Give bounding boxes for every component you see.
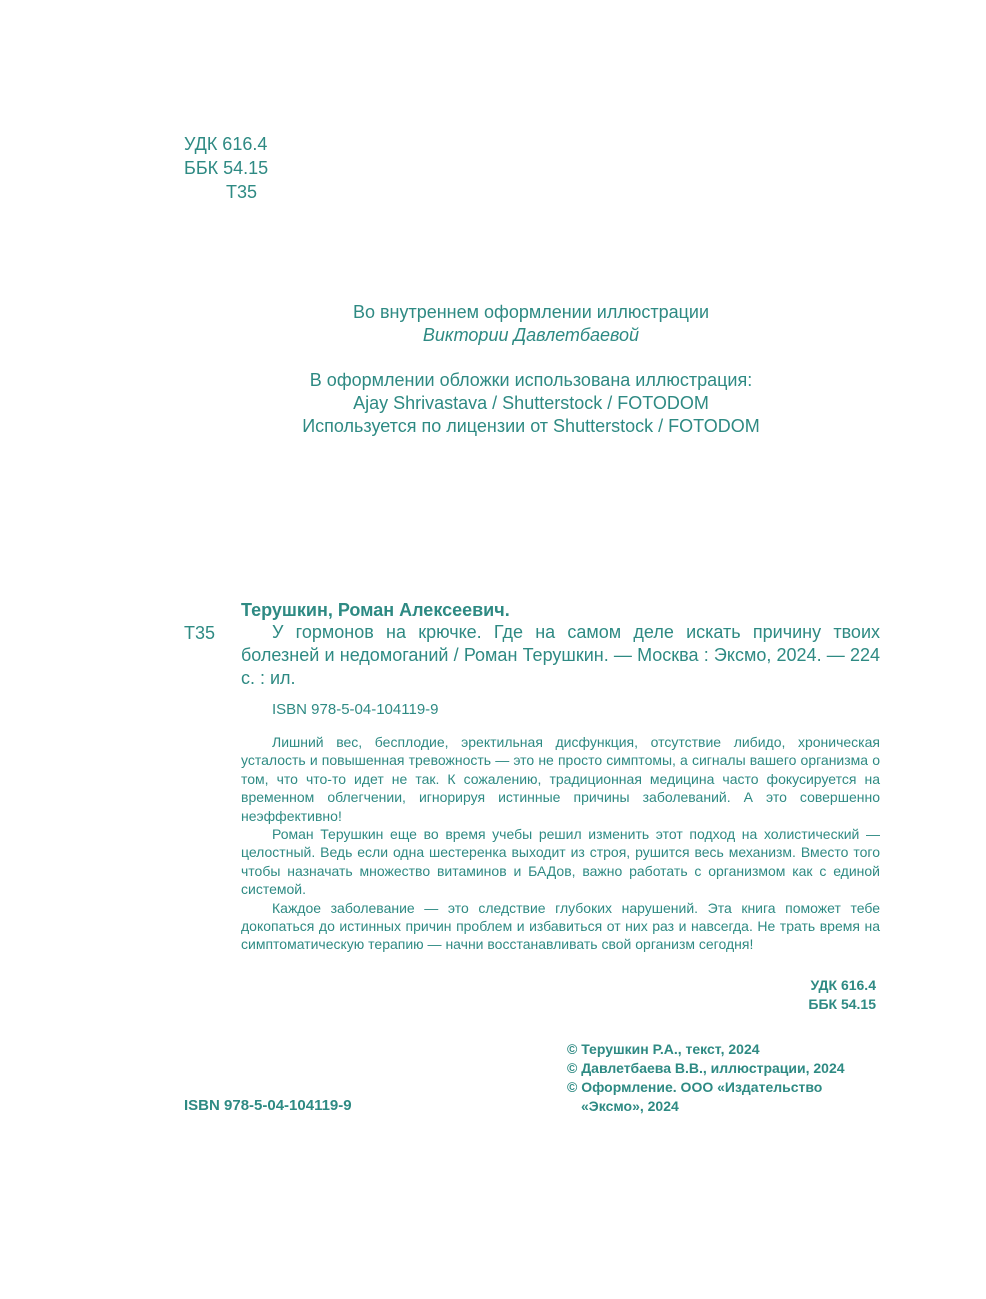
copyright-block	[567, 1040, 845, 1116]
udk-code: УДК 616.4	[184, 134, 268, 154]
bbk-code: ББК 54.15	[184, 158, 269, 178]
annotation-paragraph: Роман Терушкин еще во время учебы решил изменить этот подход на холистический — целостный. Ведь если одна шестеренка выходит из строя, рушится весь механизм. Вместо того чтобы назначать множество витаминов и БАДов, важно работать с организмом как с единой системой.	[241, 826, 880, 898]
catalog-title: У гормонов на крючке. Где на самом деле искать причину твоих болезней и недомоганий / Роман Терушкин. — Москва : Эксмо, 2024. — 224 с. : ил.	[241, 622, 880, 688]
right-classification-codes	[808, 976, 876, 1014]
catalog-mark: Т35	[184, 623, 216, 643]
copyright-illustrations: © Давлетбаева В.В., иллюстрации, 2024	[567, 1060, 845, 1076]
cover-credit-line1: В оформлении обложки использована иллюстрация:	[309, 370, 753, 390]
annotation-paragraph: Лишний вес, бесплодие, эректильная дисфункция, отсутствие либидо, хроническая усталость и повышенная тревожность — это не просто симптомы, а сигналы вашего организма о том, что что-то идет не так. К сожалению, традиционная медицина часто фокусируется на временном облегчении, игнорируя истинные причины заболеваний. А это совершенно неэффективно!	[241, 734, 880, 824]
illustrator-name: Виктории Давлетбаевой	[422, 325, 640, 345]
copyright-text: © Терушкин Р.А., текст, 2024	[567, 1041, 760, 1057]
bbk-code-bold: ББК 54.15	[808, 996, 876, 1012]
top-classification-codes	[184, 132, 268, 204]
catalog-author: Терушкин, Роман Алексеевич.	[241, 600, 510, 620]
author-mark: Т35	[226, 182, 258, 202]
annotation	[241, 733, 880, 954]
bottom-isbn: ISBN 978-5-04-104119-9	[184, 1097, 352, 1114]
illustrations-credit	[200, 301, 862, 347]
cover-credit-line2: Ajay Shrivastava / Shutterstock / FOTODOM	[353, 393, 709, 413]
copyright-design-line1: © Оформление. ООО «Издательство	[567, 1079, 823, 1095]
copyright-design-line2: «Эксмо», 2024	[581, 1098, 679, 1114]
cover-credit	[200, 369, 862, 438]
illustrations-credit-line1: Во внутреннем оформлении иллюстрации	[352, 302, 710, 322]
annotation-paragraph: Каждое заболевание — это следствие глубоких нарушений. Эта книга поможет тебе докопаться до истинных причин проблем и избавиться от них раз и навсегда. Не трать время на симптоматическую терапию — начни восстанавливать свой организм сегодня!	[241, 899, 880, 953]
cover-credit-line3: Используется по лицензии от Shutterstock / FOTODOM	[302, 416, 760, 436]
udk-code-bold: УДК 616.4	[810, 977, 876, 993]
catalog-isbn: ISBN 978-5-04-104119-9	[272, 701, 439, 718]
